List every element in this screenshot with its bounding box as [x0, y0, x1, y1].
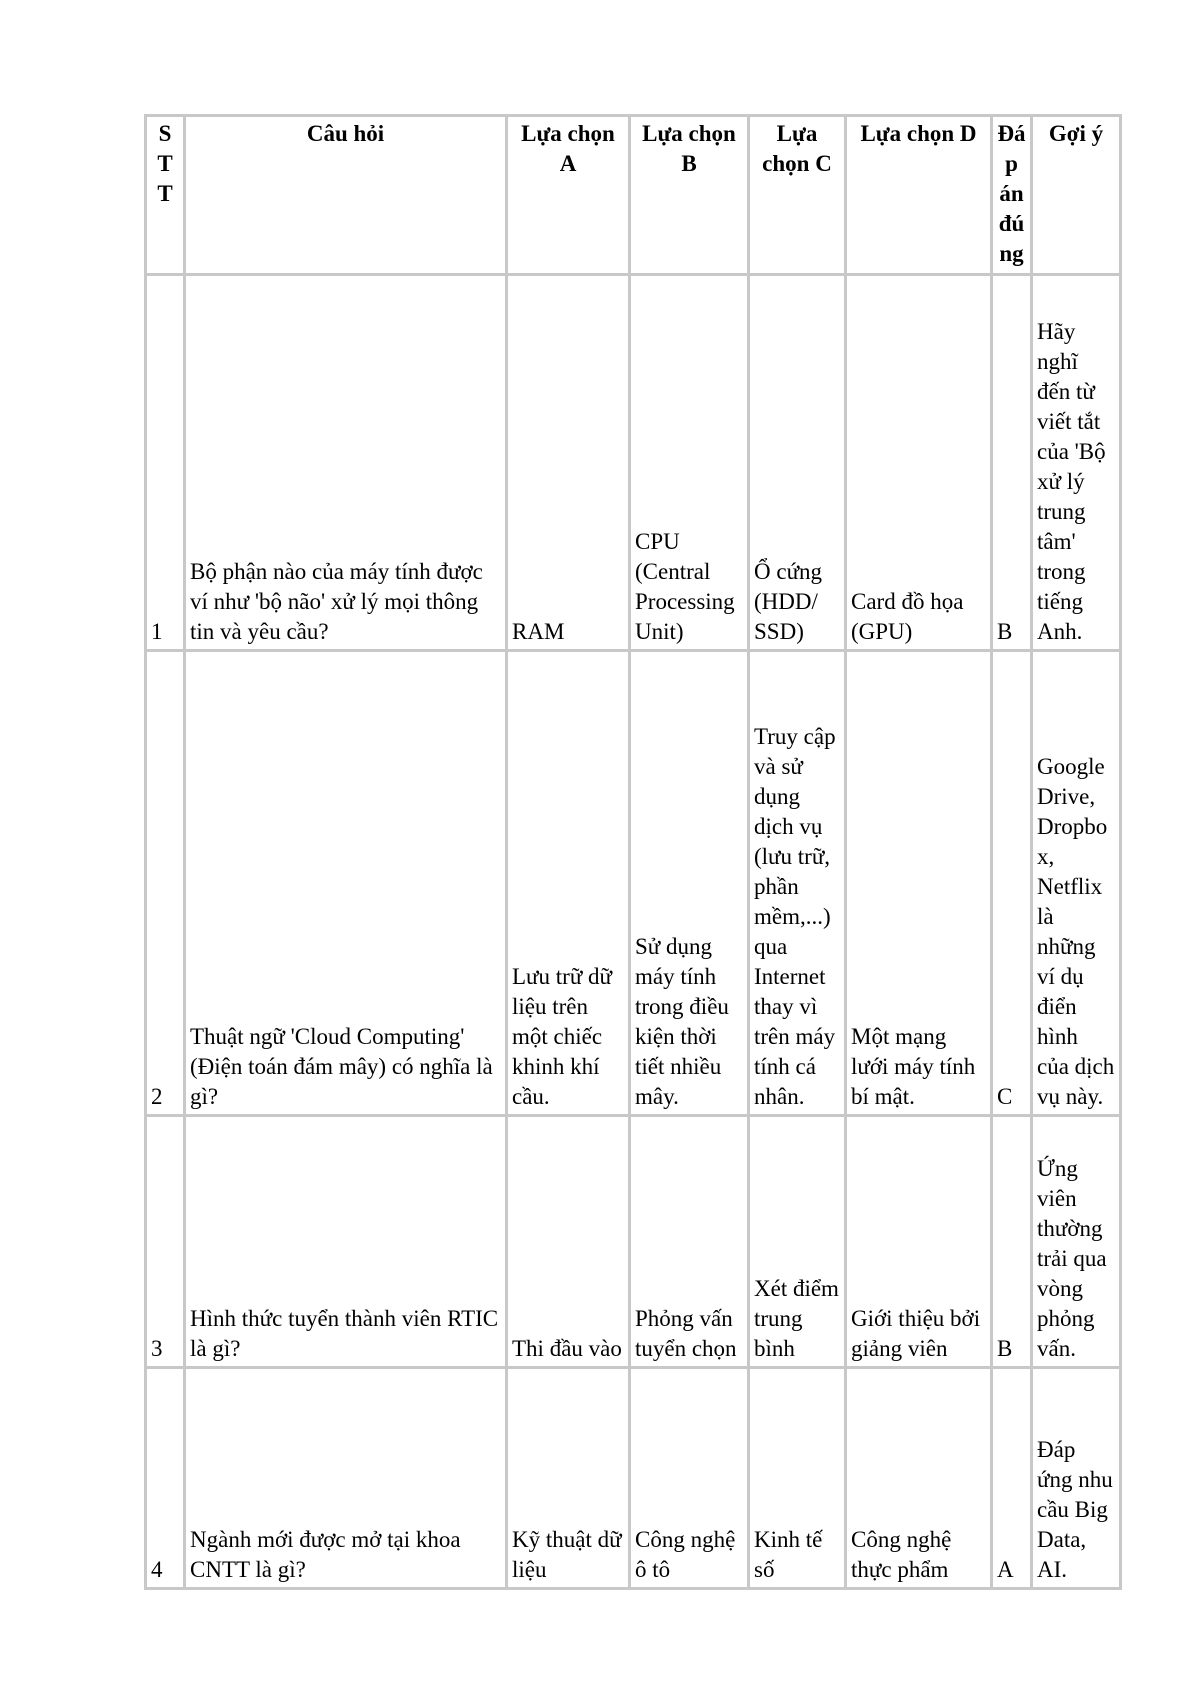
- cell-option-a: Thi đầu vào: [507, 1116, 630, 1368]
- cell-option-b: Công nghệ ô tô: [630, 1368, 749, 1589]
- cell-stt: 3: [146, 1116, 185, 1368]
- table-body: [146, 275, 1121, 1589]
- table-row: [146, 651, 1121, 1116]
- cell-hint: Ứng viên thường trải qua vòng phỏng vấn.: [1032, 1116, 1121, 1368]
- cell-stt: 1: [146, 275, 185, 651]
- cell-question: Hình thức tuyển thành viên RTIC là gì?: [185, 1116, 507, 1368]
- cell-question: Thuật ngữ 'Cloud Computing' (Điện toán đám mây) có nghĩa là gì?: [185, 651, 507, 1116]
- table-header: [146, 116, 1121, 275]
- header-hint: Gợi ý: [1032, 116, 1121, 275]
- cell-option-b: Phỏng vấn tuyển chọn: [630, 1116, 749, 1368]
- header-question: Câu hỏi: [185, 116, 507, 275]
- cell-question: Ngành mới được mở tại khoa CNTT là gì?: [185, 1368, 507, 1589]
- cell-option-d: Giới thiệu bởi giảng viên: [846, 1116, 992, 1368]
- header-option-b: Lựa chọn B: [630, 116, 749, 275]
- cell-option-d: Công nghệ thực phẩm: [846, 1368, 992, 1589]
- cell-option-c: Xét điểm trung bình: [749, 1116, 846, 1368]
- cell-stt: 4: [146, 1368, 185, 1589]
- cell-option-a: RAM: [507, 275, 630, 651]
- cell-option-d: Card đồ họa (GPU): [846, 275, 992, 651]
- cell-option-c: Kinh tế số: [749, 1368, 846, 1589]
- cell-option-c: Truy cập và sử dụng dịch vụ (lưu trữ, phần mềm,...) qua Internet thay vì trên máy tính cá nhân.: [749, 651, 846, 1116]
- header-row: [146, 116, 1121, 275]
- header-option-d: Lựa chọn D: [846, 116, 992, 275]
- table-row: [146, 1116, 1121, 1368]
- cell-stt: 2: [146, 651, 185, 1116]
- cell-option-b: Sử dụng máy tính trong điều kiện thời tiết nhiều mây.: [630, 651, 749, 1116]
- cell-answer: B: [992, 275, 1032, 651]
- cell-hint: Đáp ứng nhu cầu Big Data, AI.: [1032, 1368, 1121, 1589]
- header-option-a: Lựa chọn A: [507, 116, 630, 275]
- cell-hint: Google Drive, Dropbox, Netflix là những ví dụ điển hình của dịch vụ này.: [1032, 651, 1121, 1116]
- header-stt: STT: [146, 116, 185, 275]
- cell-option-c: Ổ cứng (HDD/ SSD): [749, 275, 846, 651]
- cell-option-b: CPU (Central Processing Unit): [630, 275, 749, 651]
- header-option-c: Lựa chọn C: [749, 116, 846, 275]
- cell-option-a: Lưu trữ dữ liệu trên một chiếc khinh khí cầu.: [507, 651, 630, 1116]
- table-row: [146, 1368, 1121, 1589]
- cell-answer: C: [992, 651, 1032, 1116]
- cell-option-a: Kỹ thuật dữ liệu: [507, 1368, 630, 1589]
- cell-answer: A: [992, 1368, 1032, 1589]
- cell-hint: Hãy nghĩ đến từ viết tắt của 'Bộ xử lý trung tâm' trong tiếng Anh.: [1032, 275, 1121, 651]
- quiz-table: [144, 114, 1122, 1590]
- cell-question: Bộ phận nào của máy tính được ví như 'bộ não' xử lý mọi thông tin và yêu cầu?: [185, 275, 507, 651]
- cell-option-d: Một mạng lưới máy tính bí mật.: [846, 651, 992, 1116]
- table-row: [146, 275, 1121, 651]
- header-answer: Đáp án đúng: [992, 116, 1032, 275]
- cell-answer: B: [992, 1116, 1032, 1368]
